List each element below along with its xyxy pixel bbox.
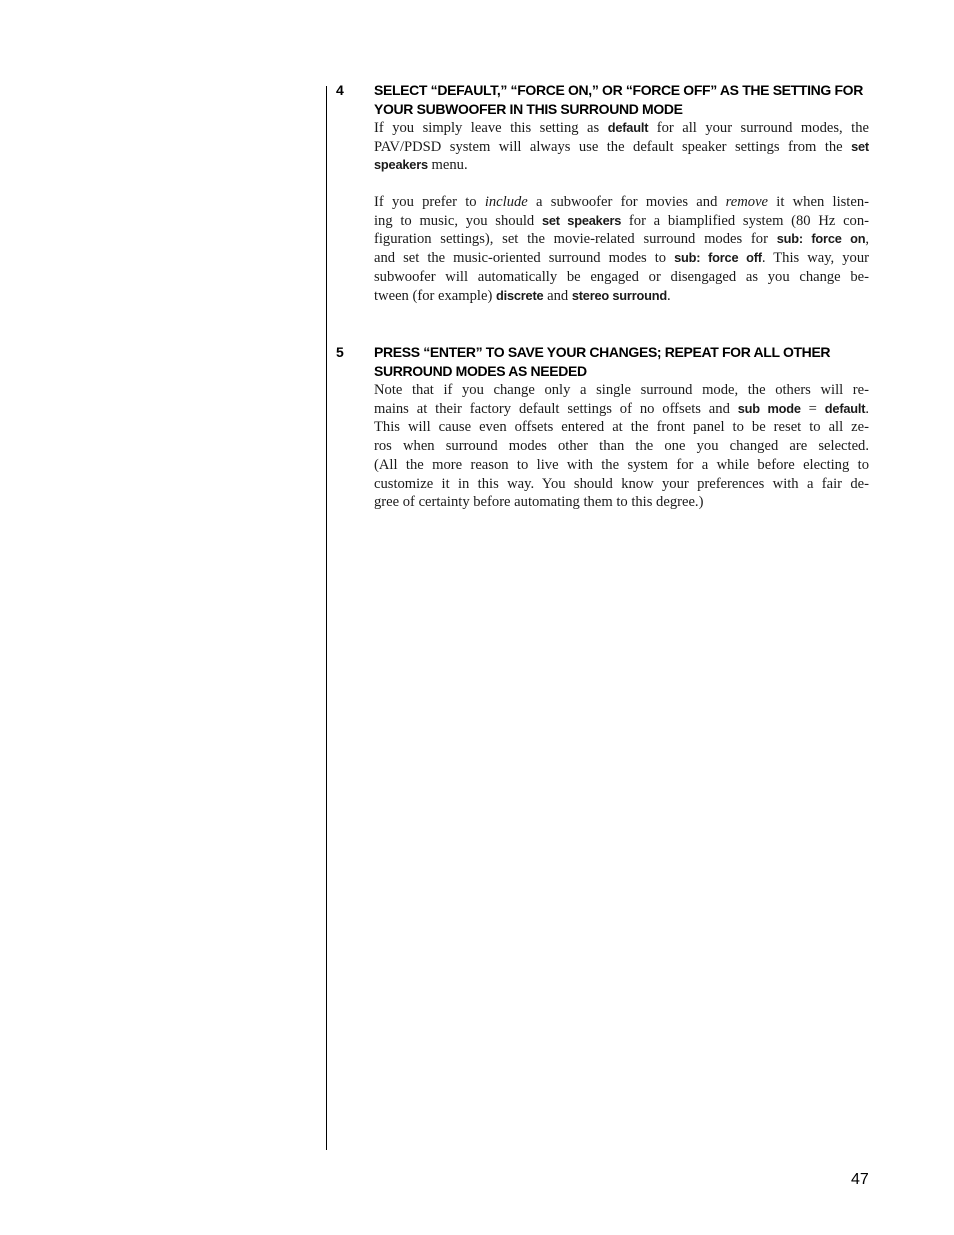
menu-setting: set: [851, 138, 869, 154]
text-line: and set the music-oriented surround modes to sub: force off. This way, your: [374, 250, 869, 267]
text-line: Note that if you change only a single surround mode, the others will re-: [374, 382, 869, 398]
emphasis: remove: [725, 194, 769, 210]
text-line: speakers menu.: [374, 157, 468, 174]
step-5-number: 5: [336, 344, 344, 360]
step-4-paragraph-1: [374, 119, 869, 175]
menu-setting: sub: force on: [776, 231, 866, 247]
step-4-number: 4: [336, 82, 344, 98]
menu-setting: speakers: [374, 157, 428, 173]
step-5-heading-line2: SURROUND MODES AS NEEDED: [374, 363, 587, 379]
menu-setting: sub mode: [737, 400, 801, 416]
step-4-heading: [374, 81, 869, 119]
menu-setting: default: [607, 120, 649, 135]
text-line: subwoofer will automatically be engaged or disengaged as you change be-: [374, 268, 869, 285]
step-4-paragraph-2: [374, 193, 869, 305]
text-line: mains at their factory default settings of no offsets and sub mode = default.: [374, 400, 869, 417]
menu-setting: set speakers: [541, 212, 622, 228]
step-4-heading-line1: SELECT “DEFAULT,” “FORCE ON,” OR “FORCE OFF” AS THE SETTING FOR: [374, 82, 863, 98]
menu-setting: sub: force off: [674, 250, 762, 266]
text-line: figuration settings), set the movie-related surround modes for sub: force on,: [374, 231, 870, 248]
page-number: 47: [851, 1171, 869, 1188]
step-5-heading: [374, 343, 869, 381]
margin-rule: [326, 86, 327, 1150]
emphasis: include: [484, 194, 528, 210]
menu-setting: stereo surround: [571, 287, 667, 303]
text-line: This will cause even offsets entered at the front panel to be reset to all ze-: [374, 419, 869, 436]
step-5-heading-line1: PRESS “ENTER” TO SAVE YOUR CHANGES; REPEAT FOR ALL OTHER: [374, 344, 831, 360]
step-4-heading-line2: YOUR SUBWOOFER IN THIS SURROUND MODE: [374, 101, 683, 117]
menu-setting: default: [824, 400, 866, 416]
text-line: ros when surround modes other than the one you changed are selected.: [374, 438, 869, 455]
text-line: tween (for example) discrete and stereo surround.: [374, 287, 671, 304]
text-line: If you prefer to include a subwoofer for movies and remove it when listen-: [374, 194, 869, 210]
text-line: PAV/PDSD system will always use the default speaker settings from the set: [374, 138, 869, 155]
text-line: ing to music, you should set speakers for a biamplified system (80 Hz con-: [374, 212, 870, 229]
text-line: (All the more reason to live with the system for a while before electing to: [374, 456, 869, 473]
menu-setting: discrete: [495, 287, 544, 303]
text-line: customize it in this way. You should know your preferences with a fair de-: [374, 475, 869, 492]
text-line: gree of certainty before automating them to this degree.): [374, 494, 704, 511]
step-5-paragraph-1: [374, 381, 869, 512]
text-line: If you simply leave this setting as default for all your surround modes, the: [374, 120, 869, 136]
